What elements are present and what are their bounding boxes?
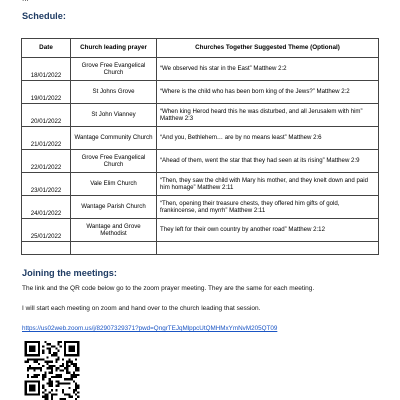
table-row [22,150,379,173]
cell-theme: “Where is the child who has been born king of the Jews?” Matthew 2:2 [157,81,379,104]
zoom-meeting-link[interactable]: https://us02web.zoom.us/j/82907329371?pwd=QngrTEJqMlppcUtQMHMxYmNvM205QT09 [22,325,278,332]
cell-date: 18/01/2022 [22,58,71,81]
header-date: Date [22,39,71,58]
table-row [22,173,379,196]
cell-date: 20/01/2022 [22,104,71,127]
table-row [22,219,379,242]
instructions-paragraph: The link and the QR code below go to the zoom prayer meeting. They are the same for each meeting. [22,285,315,292]
schedule-table [21,38,379,255]
cell-date: 24/01/2022 [22,196,71,219]
cell-church: Wantage and Grove Methodist [71,219,157,242]
schedule-heading: Schedule: [22,11,66,21]
cell-empty [157,242,379,255]
cell-church: Vale Elim Church [71,173,157,196]
cell-theme: “Ahead of them, went the star that they had seen at its rising” Matthew 2:9 [157,150,379,173]
cell-church: Wantage Community Church [71,127,157,150]
cell-date: 21/01/2022 [22,127,71,150]
table-row [22,196,379,219]
cell-church: Grove Free Evangelical Church [71,58,157,81]
page-top-text [22,0,29,3]
cell-church: Grove Free Evangelical Church [71,150,157,173]
qr-code-icon[interactable] [24,341,80,400]
table-row-empty [22,242,379,255]
cell-theme: “When king Herod heard this he was disturbed, and all Jerusalem with him” Matthew 2:3 [157,104,379,127]
cell-date: 22/01/2022 [22,150,71,173]
cell-date: 25/01/2022 [22,219,71,242]
cell-date: 19/01/2022 [22,81,71,104]
cell-theme: “And you, Bethlehem… are by no means least” Matthew 2:6 [157,127,379,150]
table-row [22,81,379,104]
table-row [22,127,379,150]
cell-church: St Johns Grove [71,81,157,104]
cell-empty [22,242,71,255]
handover-paragraph: I will start each meeting on zoom and hand over to the church leading that session. [22,305,261,312]
cell-date: 23/01/2022 [22,173,71,196]
header-church: Church leading prayer [71,39,157,58]
cell-theme: “We observed his star in the East” Matthew 2:2 [157,58,379,81]
cell-theme: “Then, they saw the child with Mary his mother, and they knelt down and paid him homage” Matthew 2:11 [157,173,379,196]
header-theme: Churches Together Suggested Theme (Optional) [157,39,379,58]
meetings-heading: Joining the meetings: [22,268,117,278]
table-header-row [22,39,379,58]
table-row [22,58,379,81]
cell-theme: They left for their own country by another road” Matthew 2:12 [157,219,379,242]
table-row [22,104,379,127]
cell-theme: “Then, opening their treasure chests, they offered him gifts of gold, frankincense, and myrrh” Matthew 2:11 [157,196,379,219]
cell-church: St John Vianney [71,104,157,127]
cell-church: Wantage Parish Church [71,196,157,219]
cell-empty [71,242,157,255]
